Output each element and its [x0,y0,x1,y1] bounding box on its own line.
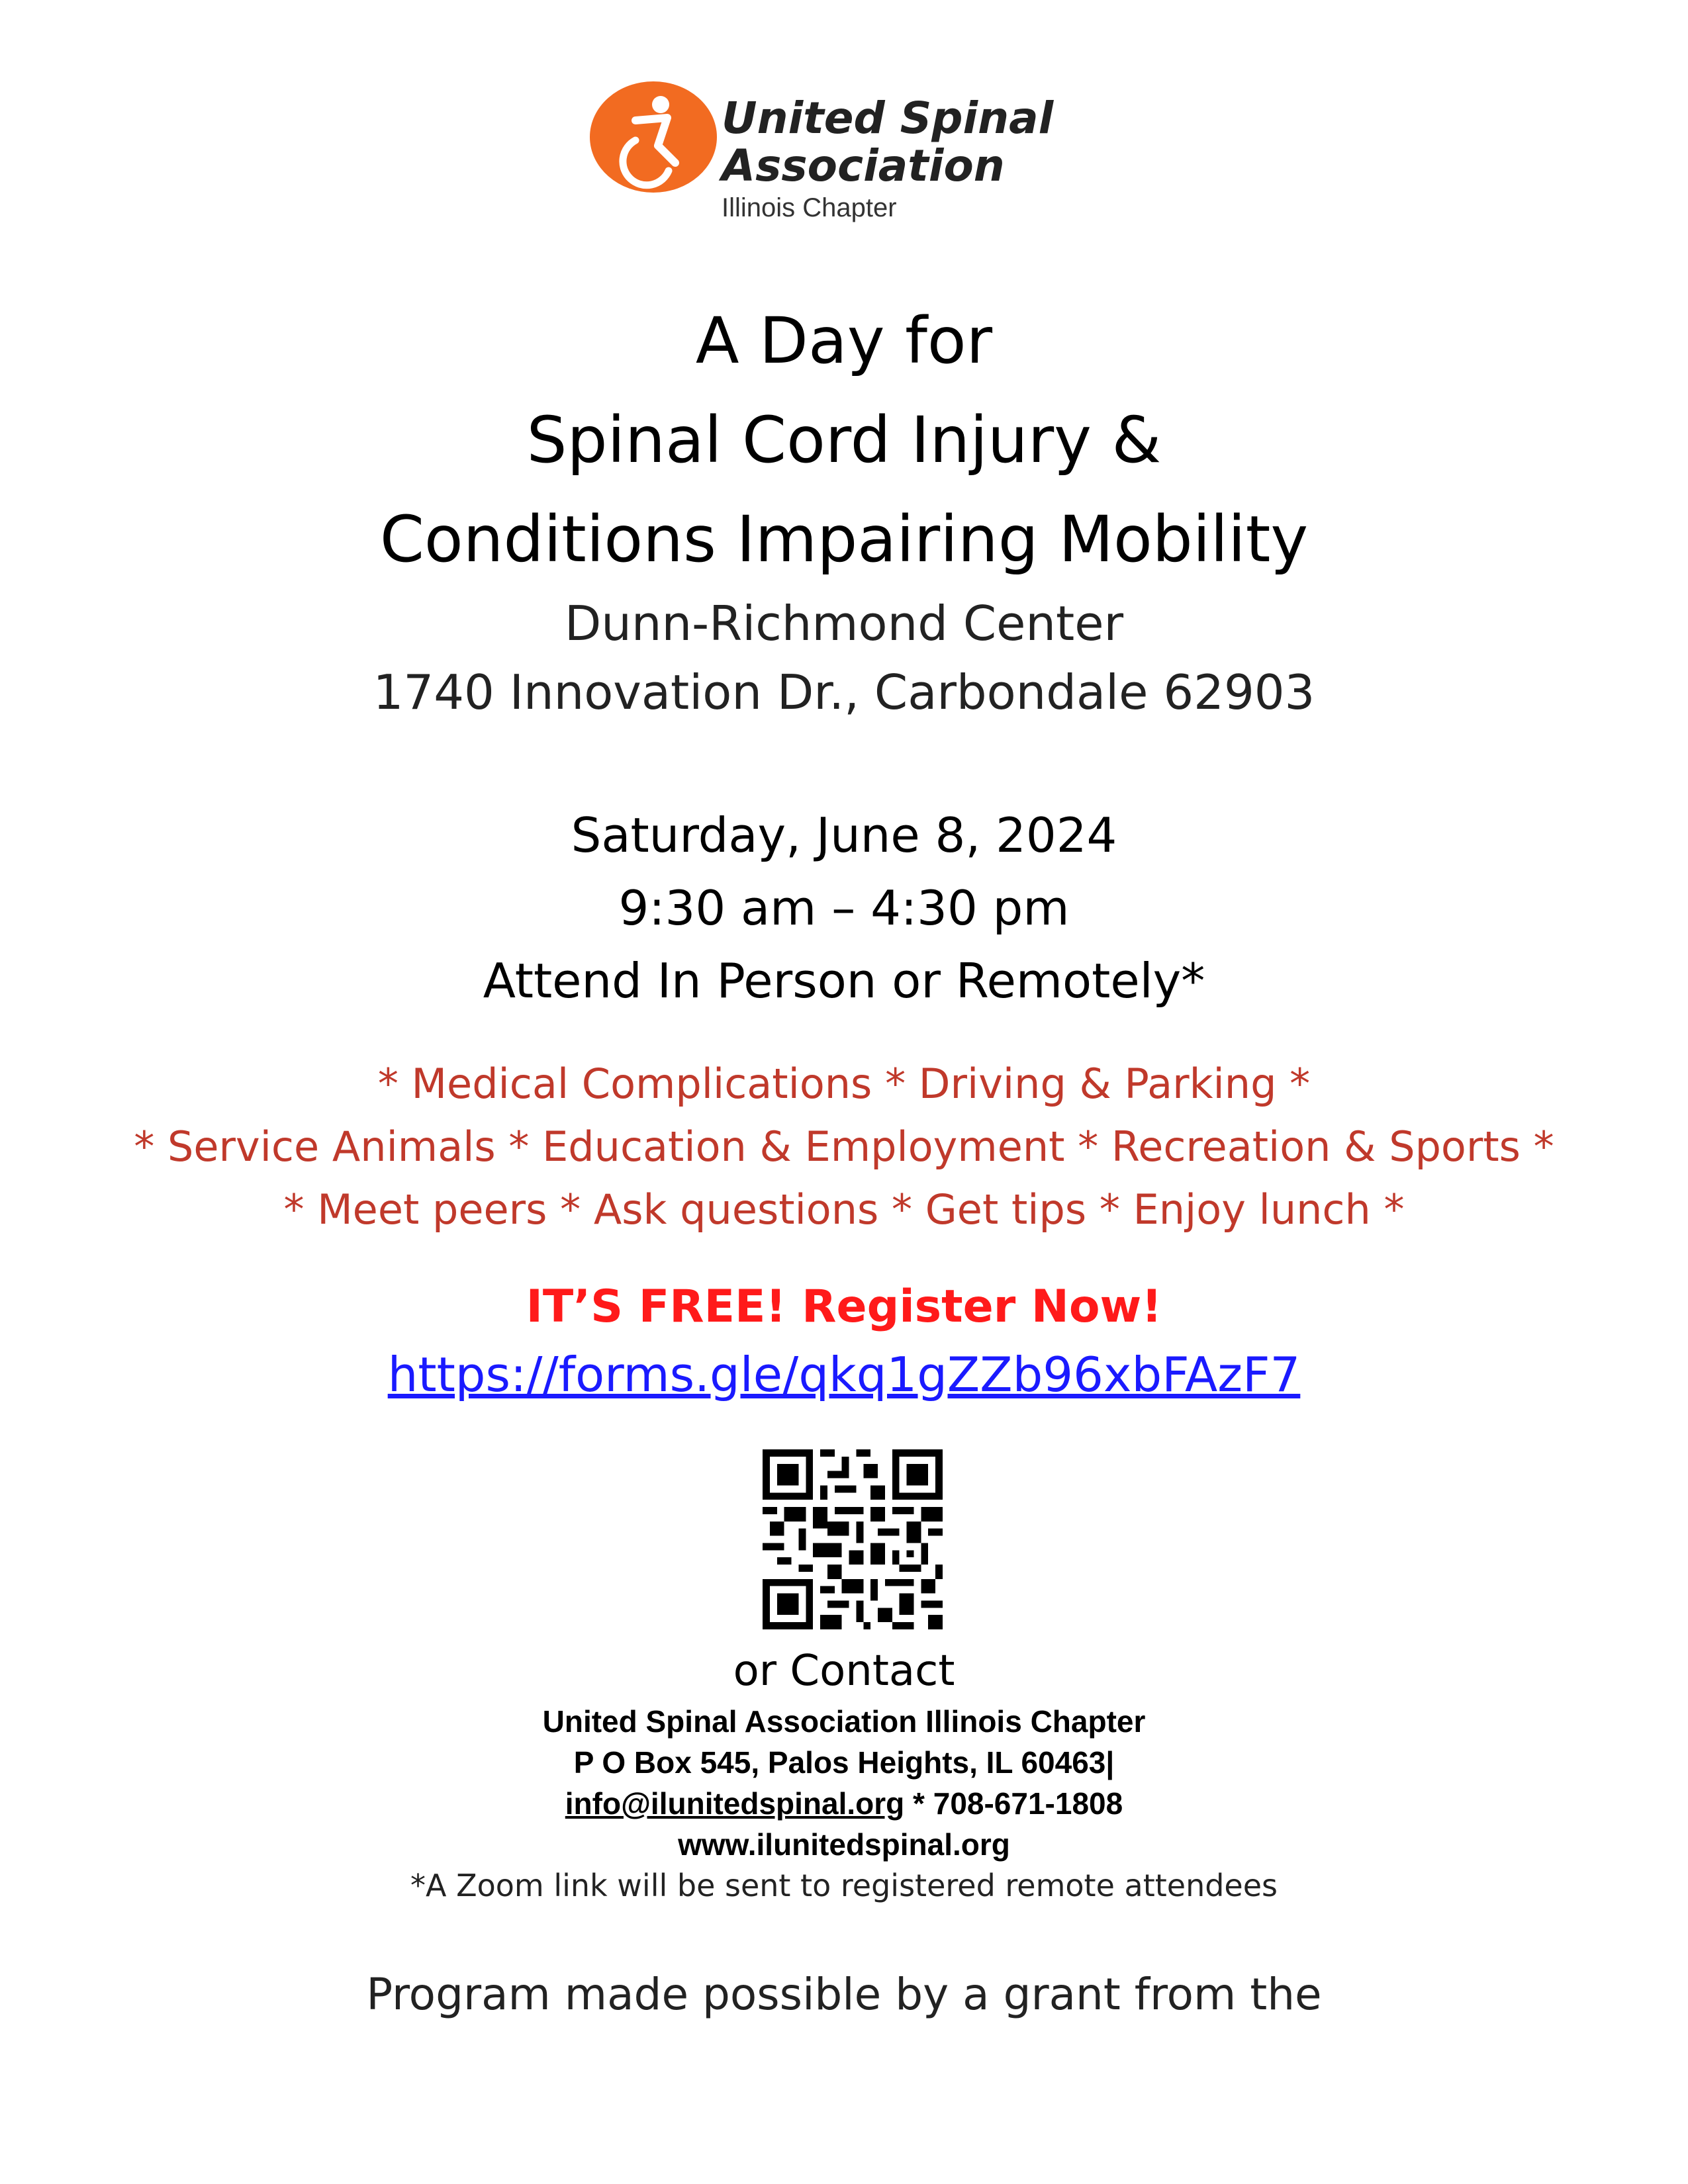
registration-link-wrap [0,1347,1688,1402]
topics-line2: * Service Animals * Education & Employment * Recreation & Sports * [134,1122,1554,1171]
event-title-line3: Conditions Impairing Mobility [379,502,1309,576]
logo-name-line1: United Spinal [722,93,1054,144]
event-title-line2: Spinal Cord Injury & [526,403,1162,477]
wheelchair-person-icon [589,79,718,195]
organization-logo [589,79,1053,232]
venue-address: 1740 Innovation Dr., Carbondale 62903 [373,664,1315,720]
contact-website[interactable]: www.ilunitedspinal.org [678,1827,1010,1862]
register-cta: IT’S FREE! Register Now! [526,1281,1162,1333]
qr-code-icon[interactable] [763,1449,943,1629]
contact-address: P O Box 545, Palos Heights, IL 60463| [573,1745,1115,1780]
logo-chapter: Illinois Chapter [722,193,897,222]
contact-email-phone [0,1783,1688,1824]
venue-name: Dunn-Richmond Center [564,596,1124,651]
event-date: Saturday, June 8, 2024 [571,807,1117,863]
logo-name-line2: Association [722,140,1005,191]
contact-phone: * 708-671-1808 [904,1786,1123,1821]
topics-line3: * Meet peers * Ask questions * Get tips * Enjoy lunch * [283,1185,1405,1234]
grant-text: Program made possible by a grant from the [366,1969,1322,2020]
contact-label: or Contact [733,1647,955,1696]
zoom-note: *A Zoom link will be sent to registered remote attendees [410,1868,1278,1903]
event-time: 9:30 am – 4:30 pm [618,880,1070,936]
event-title-line1: A Day for [695,304,993,378]
registration-link[interactable]: https://forms.gle/qkq1gZZb96xbFAzF7 [387,1347,1301,1402]
topics-line1: * Medical Complications * Driving & Parking * [377,1060,1311,1108]
contact-email-link[interactable]: info@ilunitedspinal.org [565,1786,905,1821]
contact-org: United Spinal Association Illinois Chapter [542,1704,1146,1739]
attendance-options: Attend In Person or Remotely* [483,953,1205,1009]
